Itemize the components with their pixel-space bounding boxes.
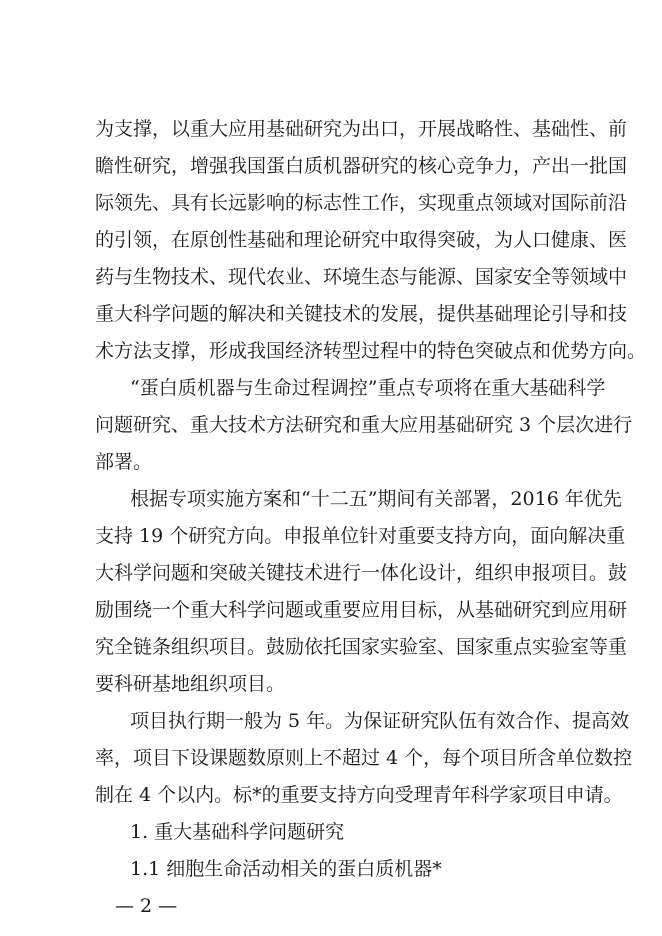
text-line: 率，项目下设课题数原则上不超过 4 个，每个项目所含单位数控 (95, 747, 633, 769)
text-line: 究全链条组织项目。鼓励依托国家实验室、国家重点实验室等重 (95, 636, 628, 658)
text-line: 大科学问题和突破关键技术进行一体化设计，组织申报项目。鼓 (95, 562, 628, 584)
text-line: 的引领，在原创性基础和理论研究中取得突破，为人口健康、医 (95, 229, 628, 251)
text-line: 要科研基地组织项目。 (95, 673, 286, 695)
text-line: “蛋白质机器与生命过程调控”重点专项将在重大基础科学 (130, 377, 606, 399)
text-line: 重大科学问题的解决和关键技术的发展，提供基础理论引导和技 (95, 303, 628, 325)
text-line: 项目执行期一般为 5 年。为保证研究队伍有效合作、提高效 (130, 710, 630, 732)
text-line: 术方法支撑，形成我国经济转型过程中的特色突破点和优势方向。 (95, 340, 647, 362)
subsection-heading: 1.1 细胞生命活动相关的蛋白质机器* (130, 858, 442, 880)
section-heading: 1. 重大基础科学问题研究 (130, 821, 345, 843)
text-line: 为支撑，以重大应用基础研究为出口，开展战略性、基础性、前 (95, 118, 628, 140)
text-line: 药与生物技术、现代农业、环境生态与能源、国家安全等领域中 (95, 266, 628, 288)
text-line: 制在 4 个以内。标*的重要支持方向受理青年科学家项目申请。 (95, 784, 623, 806)
text-line: 际领先、具有长远影响的标志性工作，实现重点领域对国际前沿 (95, 192, 628, 214)
text-line: 瞻性研究，增强我国蛋白质机器研究的核心竞争力，产出一批国 (95, 155, 628, 177)
text-line: 励围绕一个重大科学问题或重要应用目标，从基础研究到应用研 (95, 599, 628, 621)
text-line: 部署。 (95, 451, 153, 473)
text-line: 问题研究、重大技术方法研究和重大应用基础研究 3 个层次进行 (95, 414, 633, 436)
text-line: 根据专项实施方案和“十二五”期间有关部署，2016 年优先 (130, 488, 622, 510)
text-line: 支持 19 个研究方向。申报单位针对重要支持方向，面向解决重 (95, 525, 626, 547)
page-number: — 2 — (115, 895, 178, 917)
